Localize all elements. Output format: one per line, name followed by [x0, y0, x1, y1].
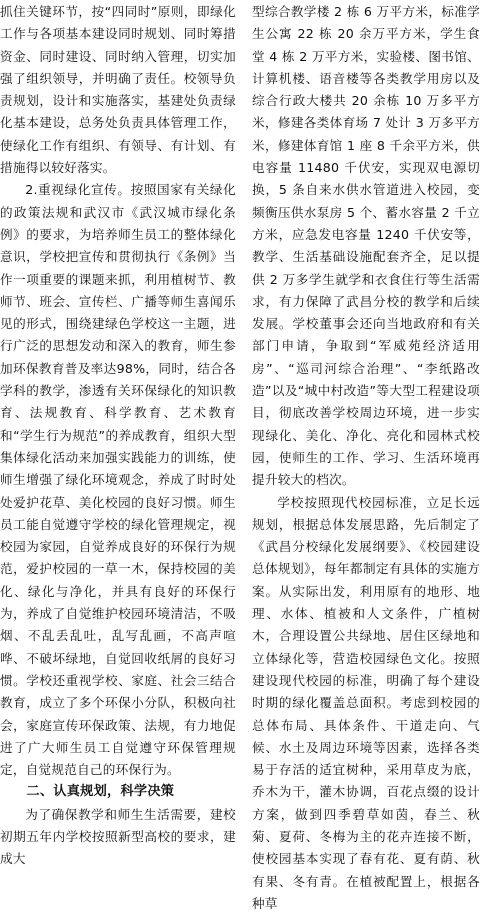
left-paragraph-1: 抓住关键环节，按“四同时”原则，即绿化工作与各项基本建设同时规划、同时筹措资金、同时建设、同时纳入管理，切实加强了组织领导，并明确了责任。校领导负责规划，设计和实施落实，基建处负责绿化基本建设，总务处负责具体管理工作，使绿化工作有组织、有领导、有计划、有措施得以较好落实。: [0, 4, 236, 176]
right-column: [240, 0, 480, 911]
right-paragraph-1: 型综合教学楼 2 栋 6 万平方米，标准学生公寓 22 栋 20 余万平方米，学生食堂 4 栋 2 万平方米，实验楼、图书馆、计算机楼、语音楼等各类教学用房以及综合行政大楼共 20 余栋 10 万多平方米，修建各类体育场 7 处计 3 万多平方米，修建体育馆 1 座 8 千余平方米，供电容量 11480 千伏安，实现双电源切换，5 条自来水供水管道进入校园，变频衡压供水泵房 5 个、蓄水容量 2 千立方米，应急发电容量 1240 千伏安等，教学、生活基础设施配套齐全，足以提供 2 万多学生就学和衣食住行等生活需求，有力保障了武昌分校的教学和后续发展。学校董事会还向当地政府和有关部门申请，争取到“军威苑经济适用房”、“巡司河综合治理”、“李纸路改造”以及“城中村改造”等大型工程建设项目，彻底改善学校周边环境，进一步实现绿化、美化、净化、亮化和园林式校园，使师生的工作、学习、生活环境再提升较大的档次。: [252, 4, 480, 488]
left-paragraph-2: 2.重视绿化宣传。按照国家有关绿化的政策法规和武汉市《武汉城市绿化条例》的要求，为培养师生员工的整体绿化意识，学校把宣传和贯彻执行《条例》当作一项重要的课题来抓，利用植树节、教师节、班会、宣传栏、广播等师生喜闻乐见的形式，围绕建绿色学校这一主题，进行广泛的思想发动和深入的教育，师生参加环保教育普及率达98%，同时，结合各学科的教学，渗透有关环保绿化的知识教育、法规教育、科学教育、艺术教育和“学生行为规范”的养成教育，组织大型集体绿化活动来加强实践能力的训练，使师生增强了绿化环境观念，养成了时时处处爱护花草、美化校园的良好习惯。师生员工能自觉遵守学校的绿化管理规定，视校园为家园，自觉养成良好的环保行为规范，爱护校园的一草一木，保持校园的美化、绿化与净化，并具有良好的环保行为，养成了自觉维护校园环境清洁，不吸烟、不乱丢乱吐，乱写乱画，不高声喧哗、不破坏绿地，自觉回收纸屑的良好习惯。学校还重视学校、家庭、社会三结合教育，成立了多个环保小分队，积极向社会，家庭宣传环保政策、法规，有力地促进了广大师生员工自觉遵守环保管理规定，自觉规范自己的环保行为。: [0, 182, 236, 778]
right-paragraph-2: 学校按照现代校园标准，立足长远规划，根据总体发展思路，先后制定了《武昌分校绿化发展纲要》、《校园建设总体规划》，每年都制定有具体的实施方案。从实际出发，利用原有的地形、地理、水体、植被和人文条件，广植树木，合理设置公共绿地、居住区绿地和立体绿化等，营造校园绿色文化。按照建设现代校园的标准，明确了每个建设时期的绿化覆盖总面积。考虑到校园的总体布局、具体条件、干道走向、气候、水土及周边环境等因素，选择各类易于存活的适宜树种，采用草皮为底，乔木为干，灌木协调，百花点缀的设计方案，做到四季碧草如茵，春兰、秋菊、夏荷、冬梅为主的花卉连接不断，使校园基本实现了春有花、夏有荫、秋有果、冬有青。在植被配置上，根据各种草: [252, 494, 480, 911]
left-paragraph-3: 为了确保教学和师生生活需要，建校初期五年内学校按照新型高校的要求，建成大: [0, 806, 236, 867]
section-heading: 二、认真规划，科学决策: [26, 784, 175, 800]
left-column: [0, 0, 240, 867]
